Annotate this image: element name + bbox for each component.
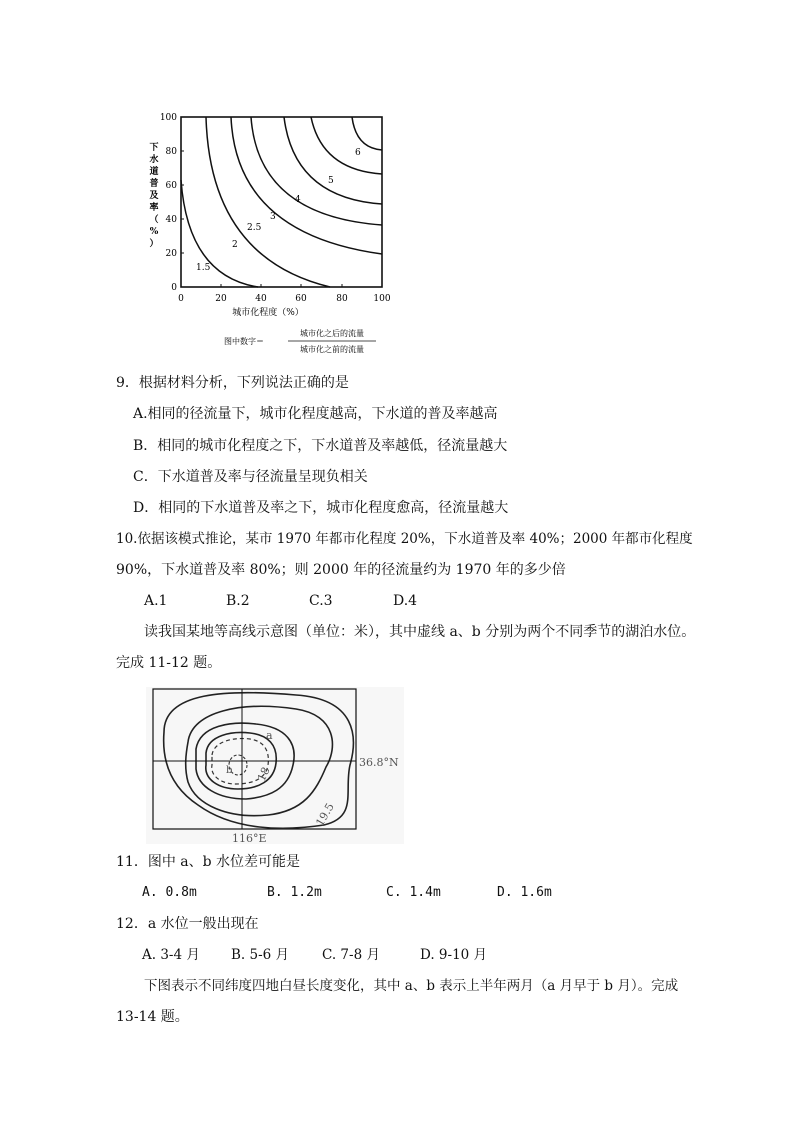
formula bbox=[224, 328, 376, 354]
question-11-options bbox=[0, 883, 794, 903]
question-11-option-c: C. 1.4m bbox=[386, 885, 441, 900]
question-10-option-c: C.3 bbox=[309, 593, 333, 609]
dashed-label-a: a bbox=[266, 729, 273, 742]
intro-11-12-line1: 读我国某地等高线示意图（单位：米），其中虚线 a、b 分别为两个不同季节的湖泊水位。 bbox=[144, 624, 696, 640]
contour-label-19-5: 19.5 bbox=[313, 800, 337, 829]
y-tick-label: 80 bbox=[165, 147, 177, 157]
question-9-option-c: C．下水道普及率与径流量呈现负相关 bbox=[133, 469, 368, 485]
x-tick-label: 40 bbox=[255, 294, 267, 304]
question-9-option-b: B．相同的城市化程度之下，下水道普及率越低，径流量越大 bbox=[133, 438, 508, 454]
y-tick-label: 100 bbox=[159, 113, 177, 123]
question-10-option-b: B.2 bbox=[226, 593, 250, 609]
isoline-1-5 bbox=[181, 180, 258, 287]
question-9-stem: 9．根据材料分析，下列说法正确的是 bbox=[116, 375, 349, 391]
lake-contour-map bbox=[146, 687, 404, 844]
isoline-5 bbox=[311, 117, 382, 174]
dashed-label-b: b bbox=[226, 765, 233, 776]
y-label-char: 及 bbox=[149, 191, 159, 201]
question-11-stem: 11．图中 a、b 水位差可能是 bbox=[116, 854, 301, 870]
y-tick-label: 20 bbox=[165, 249, 177, 259]
question-11-option-a: A. 0.8m bbox=[142, 885, 197, 900]
question-12-option-d: D. 9-10 月 bbox=[420, 947, 488, 963]
isoline-label: 3 bbox=[270, 212, 276, 222]
isoline-4 bbox=[284, 117, 382, 204]
question-10-options bbox=[0, 591, 794, 611]
y-label-char: （ bbox=[149, 215, 159, 225]
formula-denominator: 城市化之前的流量 bbox=[300, 345, 364, 354]
question-9-option-d: D．相同的下水道普及率之下，城市化程度愈高，径流量越大 bbox=[133, 500, 509, 516]
isolines bbox=[181, 117, 382, 287]
y-label-char: 普 bbox=[149, 179, 159, 189]
x-tick-label: 80 bbox=[336, 294, 348, 304]
question-10-stem-line1: 10.依据该模式推论，某市 1970 年都市化程度 20%，下水道普及率 40%；2000 年都市化程度 bbox=[116, 531, 693, 547]
question-12-options bbox=[0, 945, 794, 965]
question-12-option-c: C. 7-8 月 bbox=[322, 947, 380, 963]
x-tick-label: 60 bbox=[295, 294, 307, 304]
isoline-label: 5 bbox=[328, 176, 334, 186]
question-9-option-a: A.相同的径流量下，城市化程度越高，下水道的普及率越高 bbox=[133, 406, 498, 422]
question-10-option-d: D.4 bbox=[393, 593, 418, 609]
intro-13-14-line2: 13-14 题。 bbox=[116, 1009, 189, 1025]
intro-13-14-line1: 下图表示不同纬度四地白昼长度变化，其中 a、b 表示上半年两月（a 月早于 b 月）。完成 bbox=[144, 978, 679, 994]
isoline-2 bbox=[206, 117, 330, 287]
isoline-label: 4 bbox=[295, 195, 301, 205]
y-label-char: 率 bbox=[149, 203, 159, 213]
question-10-stem-line2: 90%，下水道普及率 80%；则 2000 年的径流量约为 1970 年的多少倍 bbox=[116, 562, 566, 578]
contour-label-18: 18 bbox=[254, 765, 273, 784]
y-label-char: % bbox=[149, 227, 159, 237]
intro-11-12-line2: 完成 11-12 题。 bbox=[116, 655, 222, 671]
y-label-char: 下 bbox=[149, 143, 159, 153]
x-axis-label: 城市化程度（%） bbox=[232, 308, 304, 318]
x-tick-label: 100 bbox=[373, 294, 391, 304]
longitude-label: 116°E bbox=[232, 832, 267, 844]
isoline-labels bbox=[196, 148, 361, 273]
question-11-option-d: D. 1.6m bbox=[497, 885, 552, 900]
question-12-stem: 12．a 水位一般出现在 bbox=[116, 916, 259, 932]
y-tick-labels bbox=[160, 113, 177, 293]
x-tick-labels bbox=[178, 294, 391, 304]
plot-frame bbox=[181, 117, 382, 287]
isoline-6 bbox=[352, 117, 382, 150]
question-10-option-a: A.1 bbox=[144, 593, 168, 609]
question-12-option-a: A. 3-4 月 bbox=[142, 947, 200, 963]
question-11-option-b: B. 1.2m bbox=[267, 885, 322, 900]
y-tick-label: 40 bbox=[165, 215, 177, 225]
y-label-char: 道 bbox=[149, 167, 159, 177]
y-tick-label: 60 bbox=[165, 181, 177, 191]
x-tick-label: 20 bbox=[215, 294, 227, 304]
urbanization-runoff-chart bbox=[136, 108, 396, 356]
y-tick-label: 0 bbox=[171, 283, 177, 293]
y-axis-label bbox=[149, 141, 158, 249]
latitude-label: 36.8°N bbox=[359, 756, 399, 769]
y-label-char: ） bbox=[149, 239, 159, 249]
isoline-label: 1.5 bbox=[196, 263, 211, 273]
x-tick-label: 0 bbox=[178, 294, 184, 304]
isoline-label: 2.5 bbox=[247, 223, 262, 233]
question-12-option-b: B. 5-6 月 bbox=[231, 947, 290, 963]
isoline-label: 6 bbox=[355, 148, 361, 158]
formula-numerator: 城市化之后的流量 bbox=[300, 329, 364, 338]
isoline-label: 2 bbox=[232, 240, 238, 250]
y-label-char: 水 bbox=[149, 155, 159, 165]
formula-prefix: 图中数字＝ bbox=[224, 337, 264, 346]
